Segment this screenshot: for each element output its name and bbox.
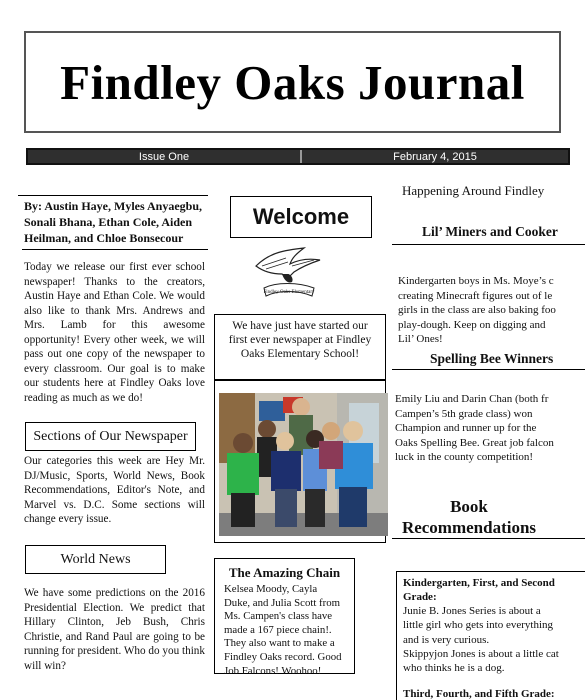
k2-line: little girl who gets into everything [403, 619, 554, 632]
world-news-article: We have some predictions on the 2016 Presidential Election. We predict that Hillary Clinton, Jeb Bush, Chris Christie, and Rand Paul are going to be running for president. Who do you think will win? [24, 587, 205, 672]
byline: By: Austin Haye, Myles Anyaegbu, Sonali Bhana, Ethan Cole, Aiden Heilman, and Chloe Bonsecour [24, 199, 203, 245]
spelling-line: Champion and runner up for the [395, 422, 537, 434]
miners-line: creating Minecraft figures out of le [398, 289, 553, 302]
logo-caption: Findley Oaks Elementary [263, 290, 315, 295]
miners-article [398, 274, 556, 347]
student-group-photo [219, 393, 388, 536]
spelling-line: luck in the county competition! [395, 451, 534, 463]
miners-heading: Lil’ Miners and Cooker [422, 224, 558, 239]
miners-line: Kindergarten boys in Ms. Moye’s c [398, 275, 554, 287]
falcon-logo-icon [252, 244, 324, 306]
spelling-bee-heading: Spelling Bee Winners [430, 351, 554, 366]
upper-grade-heading: Third, Fourth, and Fifth Grade: [403, 688, 555, 700]
intro-article: Today we release our first ever school newspaper! Thanks to the creators, Austin Haye and Ethan Cole. We would also like to thank Mrs. Andrews and Mrs. Lamb for this awesome opportunity! Every other week, we will pass out one copy of the newspaper to every classroom. Our goal is to make our students here at Findley Oaks love reading as much as we do! [24, 261, 205, 404]
issue-number: Issue One [28, 150, 302, 163]
world-news-heading: World News [60, 551, 131, 567]
book-rule [392, 538, 585, 539]
sections-article: Our categories this week are Hey Mr. DJ/Music, Sports, World News, Book Recommendations, Editor's Note, and Marvel vs. D.C. Some sections will change every issue. [24, 455, 205, 525]
world-news-heading-box [25, 545, 166, 574]
miners-rule [392, 244, 585, 245]
welcome-heading: Welcome [230, 196, 372, 238]
amazing-chain-title: The Amazing Chain [228, 565, 341, 580]
k2-grade-heading: Kindergarten, First, and Second Grade: [403, 577, 555, 603]
issue-date: February 4, 2015 [393, 150, 477, 163]
k2-line: and is very curious. [403, 633, 490, 646]
miners-line: Lil’ Ones! [398, 333, 443, 345]
spelling-bee-article [395, 392, 554, 465]
sections-heading: Sections of Our Newspaper [33, 428, 188, 444]
amazing-chain-text: Kelsea Moody, Cayla Duke, and Julia Scott from Ms. Campen's class have made a 167 piece chain!. They also want to make a Findley Oaks record. Good Job Falcons! Woohoo! [224, 583, 342, 677]
byline-bottom-rule [22, 249, 208, 250]
intro-box: We have just have started our first ever newspaper at Findley Oaks Elementary School! [214, 314, 386, 380]
amazing-chain-box [214, 558, 355, 677]
happening-heading: Happening Around Findley [402, 183, 545, 198]
book-recommendations-heading: Book Recommendations [401, 497, 537, 537]
newspaper-title: Findley Oaks Journal [60, 54, 525, 110]
k2-line: Skippyjon Jones is about a little cat [403, 647, 559, 660]
issue-bar [26, 148, 570, 165]
miners-line: girls in the class are also baking foo [398, 304, 556, 316]
sections-heading-box [25, 422, 196, 451]
k2-line: Junie B. Jones Series is about a [403, 605, 541, 617]
k2-line: who thinks he is a dog. [403, 662, 505, 675]
book-recommendations-box [396, 571, 585, 700]
spelling-bee-rule [392, 369, 585, 370]
spelling-line: Emily Liu and Darin Chan (both fr [395, 393, 549, 405]
spelling-line: Oaks Spelling Bee. Great job falcon [395, 436, 554, 449]
spelling-line: Campen’s 5th grade class) won [395, 407, 533, 420]
masthead [24, 31, 561, 133]
miners-line: play-dough. Keep on digging and [398, 318, 546, 331]
byline-rule [18, 195, 208, 196]
